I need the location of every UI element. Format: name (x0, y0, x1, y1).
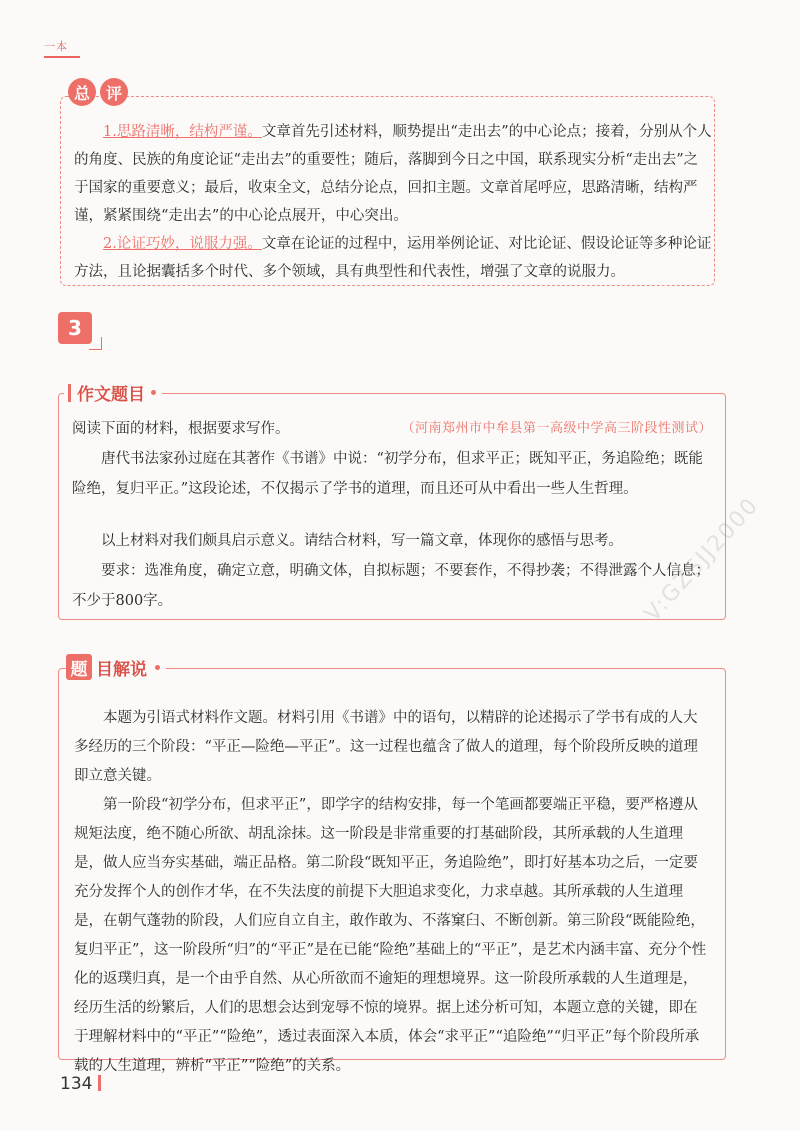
page-number: 134 (60, 1074, 101, 1094)
summary-badge-char-2: 评 (100, 78, 128, 106)
essay-prompt-title-text: 作文题目 (77, 385, 145, 405)
summary-point-2-text: 文章在论证的过程中，运用举例论证、对比论证、假设论证等多种论证方法，且论据囊括多个时代、多个领域，具有典型性和代表性，增强了文章的说服力。 (74, 236, 712, 280)
summary-point-2 (74, 230, 712, 286)
section-number-tag: 3 (58, 312, 92, 344)
title-dot-decoration (155, 665, 160, 670)
watermark: V:GZSJJ2000 (640, 492, 765, 627)
analysis-para-2: 第一阶段“初学分布，但求平正”，即学字的结构安排，每一个笔画都要端正平稳，要严格遵从规矩法度，绝不随心所欲、胡乱涂抹。这一阶段是非常重要的打基础阶段，其所承载的人生道理是，做人应当夯实基础，端正品格。第二阶段“既知平正，务追险绝”，即打好基本功之后，一定要充分发挥个人的创作才华，在不失法度的前提下大胆追求变化，力求卓越。其所承载的人生道理是，在朝气蓬勃的阶段，人们应自立自主，敢作敢为、不落窠臼、不断创新。第三阶段“既能险绝，复归平正”，这一阶段所“归”的“平正”是在已能“险绝”基础上的“平正”，是艺术内涵丰富、充分个性化的返璞归真，是一个由乎自然、从心所欲而不逾矩的理想境界。这一阶段所承载的人生道理是，经历生活的纷繁后，人们的思想会达到宠辱不惊的境界。据上述分析可知，本题立意的关键，即在于理解材料中的“平正”“险绝”，透过表面深入本质，体会“求平正”“追险绝”“归平正”每个阶段所承载的人生道理，辨析“平正”“险绝”的关系。 (74, 797, 707, 1074)
analysis-title-first-char: 题 (66, 654, 92, 680)
essay-para-3: 要求：选准角度，确定立意，明确文体，自拟标题；不要套作，不得抄袭；不得泄露个人信息；不少于800字。 (72, 563, 710, 609)
summary-point-2-label: 2.论证巧妙，说服力强。 (103, 236, 262, 252)
analysis-title (66, 654, 166, 680)
summary-point-1 (74, 118, 712, 230)
title-bar-decoration (68, 384, 71, 402)
essay-para-2: 以上材料对我们颇具启示意义。请结合材料，写一篇文章，体现你的感悟与思考。 (101, 533, 623, 549)
summary-badge-char-1: 总 (68, 78, 96, 106)
corner-tag: 一本 (44, 38, 80, 58)
summary-point-1-text: 文章首先引述材料，顺势提出“走出去”的中心论点；接着，分别从个人的角度、民族的角度论证“走出去”的重要性；随后，落脚到今日之中国，联系现实分析“走出去”之于国家的重要意义；最后，收束全文，总结分论点，回扣主题。文章首尾呼应，思路清晰，结构严谨，紧紧围绕“走出去”的中心论点展开，中心突出。 (74, 124, 712, 224)
analysis-para-1: 本题为引语式材料作文题。材料引用《书谱》中的语句，以精辟的论述揭示了学书有成的人大多经历的三个阶段：“平正—险绝—平正”。这一过程也蕴含了做人的道理，每个阶段所反映的道理即立意关键。 (74, 710, 698, 784)
essay-prompt-title (64, 380, 162, 405)
title-dot-decoration (151, 390, 156, 395)
essay-intro: 阅读下面的材料，根据要求写作。 (72, 421, 290, 437)
summary-point-1-label: 1.思路清晰，结构严谨。 (103, 124, 262, 140)
essay-intro-line (72, 414, 712, 444)
essay-para-1: 唐代书法家孙过庭在其著作《书谱》中说：“初学分布，但求平正；既知平正，务追险绝；既能险绝，复归平正。”这段论述，不仅揭示了学书的道理，而且还可从中看出一些人生哲理。 (72, 451, 703, 497)
summary-badge (68, 78, 128, 106)
analysis-title-rest: 目解说 (96, 659, 147, 680)
essay-source: （河南郑州市中牟县第一高级中学高三阶段性测试） (401, 421, 712, 436)
